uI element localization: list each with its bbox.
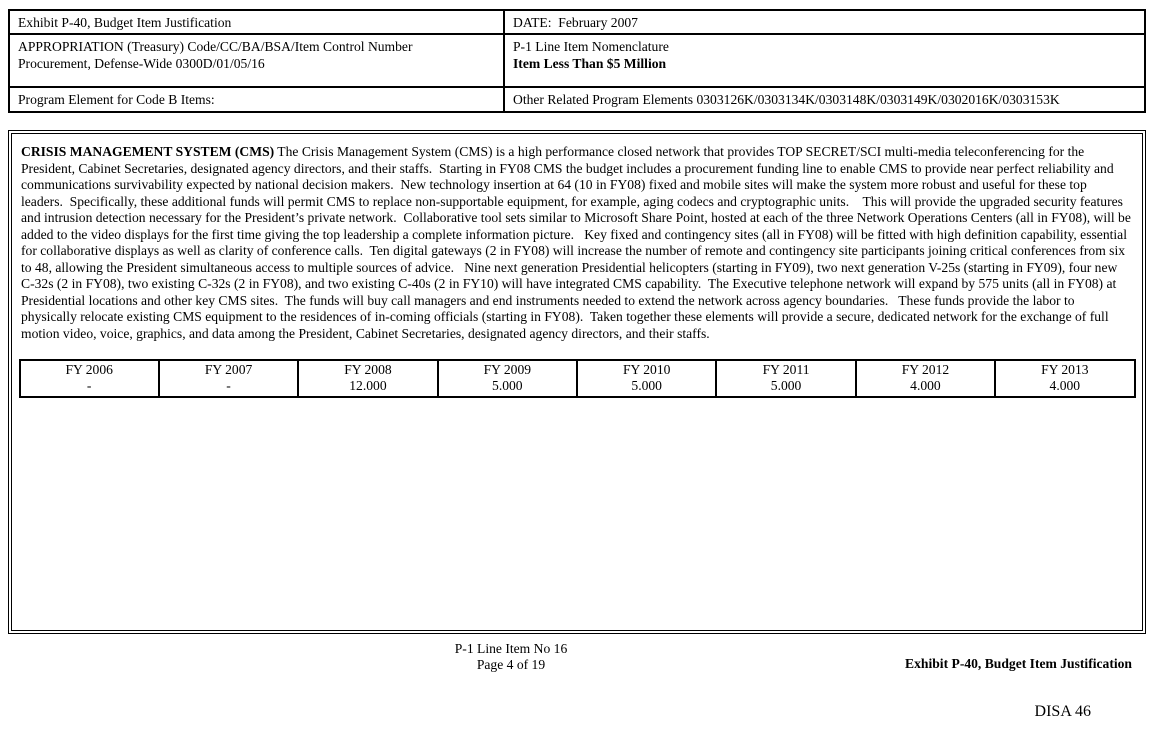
- fy-header: FY 2009: [483, 362, 532, 377]
- fy-value: 5.000: [631, 378, 662, 393]
- fy-value: 12.000: [349, 378, 387, 393]
- footer-exhibit-label: Exhibit P-40, Budget Item Justification: [905, 656, 1132, 671]
- header-row-exhibit: [10, 11, 1144, 33]
- header-table: [8, 9, 1146, 113]
- paragraph-heading: CRISIS MANAGEMENT SYSTEM (CMS): [21, 144, 275, 159]
- fy-header: FY 2013: [1041, 362, 1089, 377]
- fy-header: FY 2006: [65, 362, 113, 377]
- funding-cell-fy2007: [159, 360, 298, 397]
- body-paragraph: [21, 144, 1135, 342]
- fy-header: FY 2008: [344, 362, 392, 377]
- funding-cell-fy2010: [577, 360, 716, 397]
- date-cell: DATE: February 2007: [513, 15, 638, 30]
- funding-cell-fy2009: [438, 360, 577, 397]
- footer-line-item: P-1 Line Item No 16: [454, 641, 568, 656]
- nomenclature-label: P-1 Line Item Nomenclature: [513, 39, 669, 54]
- appropriation-label: APPROPRIATION (Treasury) Code/CC/BA/BSA/Item Control Number: [18, 39, 413, 54]
- fy-header: FY 2012: [901, 362, 950, 377]
- nomenclature-cell: [505, 35, 1144, 86]
- funding-cell-fy2012: [856, 360, 995, 397]
- header-row-appropriation: [10, 33, 1144, 86]
- appropriation-cell: [10, 35, 505, 86]
- fy-value: -: [86, 378, 92, 393]
- fy-header: FY 2010: [622, 362, 671, 377]
- funding-table: [19, 359, 1136, 398]
- fy-value: -: [226, 378, 231, 393]
- fy-value: 4.000: [910, 378, 941, 393]
- fy-value: 5.000: [492, 378, 523, 393]
- header-row-program-element: [10, 86, 1144, 111]
- footer-page-number: Page 4 of 19: [476, 656, 546, 672]
- appropriation-value: Procurement, Defense-Wide 0300D/01/05/16: [18, 56, 265, 71]
- justification-box: [8, 130, 1146, 634]
- fy-value: 4.000: [1049, 378, 1081, 393]
- program-element-cell: Program Element for Code B Items:: [10, 88, 505, 111]
- funding-cell-fy2013: [995, 360, 1134, 397]
- fy-header: FY 2007: [204, 362, 253, 377]
- exhibit-title-cell: Exhibit P-40, Budget Item Justification: [10, 11, 505, 33]
- funding-cell-fy2011: [716, 360, 855, 397]
- paragraph-text: The Crisis Management System (CMS) is a high performance closed network that provides TOP SECRET/SCI multi-media teleconferencing for the President, Cabinet Secretaries, designated agency directors, and their staffs. Starting in FY08 CMS the budget includes a procurement funding line to enable CMS to provide near perfect reliability and communications survivability expected by national decision makers. New technology insertion at 64 (10 in FY08) fixed and mobile sites will make the system more robust and useful for these top leaders. Specifically, these additional funds will permit CMS to replace non-supportable equipment, for example, aging codecs and cryptographic units. This will provide the upgraded security features and intrusion detection necessary for the President’s private network. Collaborative tool sets similar to Microsoft Share Point, hosted at each of the three Network Operations Centers (all in FY08), will be added to the video displays for the first time giving the top leadership a complete information picture. Key fixed and contingency sites (all in FY08) will be fitted with high definition capability, essential for collaborative displays as well as clarity of conference calls. Ten digital gateways (2 in FY08) will increase the number of remote and contingency site participants joining critical conferences from six to 48, allowing the President simultaneous access to multiple sources of advice. Nine next generation Presidential helicopters (starting in FY09), two next generation V-25s (starting in FY09), four new C-32s (2 in FY08), two existing C-32s (2 in FY08), and two existing C-40s (2 in FY10) will have integrated CMS capability. The Executive telephone network will expand by 575 units (all in FY08) at Presidential locations and other key CMS sites. The funds will buy call managers and end instruments needed to extend the network across agency boundaries. These funds provide the labor to physically relocate existing CMS equipment to the residences of in-coming officials (starting in FY08). Taken together these elements will provide a secure, dedicated network for the exchange of full motion video, voice, graphics, and data among the President, Cabinet Secretaries, designated agency directors, and their staffs.: [21, 144, 1135, 341]
- fy-value: 5.000: [770, 378, 802, 393]
- funding-cell-fy2006: [20, 360, 159, 397]
- funding-table-row: [20, 360, 1135, 397]
- nomenclature-value: Item Less Than $5 Million: [513, 56, 667, 71]
- footer-org-page: DISA 46: [1034, 703, 1091, 720]
- fy-header: FY 2011: [762, 362, 810, 377]
- related-program-elements-cell: Other Related Program Elements 0303126K/0303134K/0303148K/0303149K/0302016K/0303153K: [513, 92, 1060, 107]
- footer-page-info: [455, 641, 568, 672]
- funding-cell-fy2008: [298, 360, 437, 397]
